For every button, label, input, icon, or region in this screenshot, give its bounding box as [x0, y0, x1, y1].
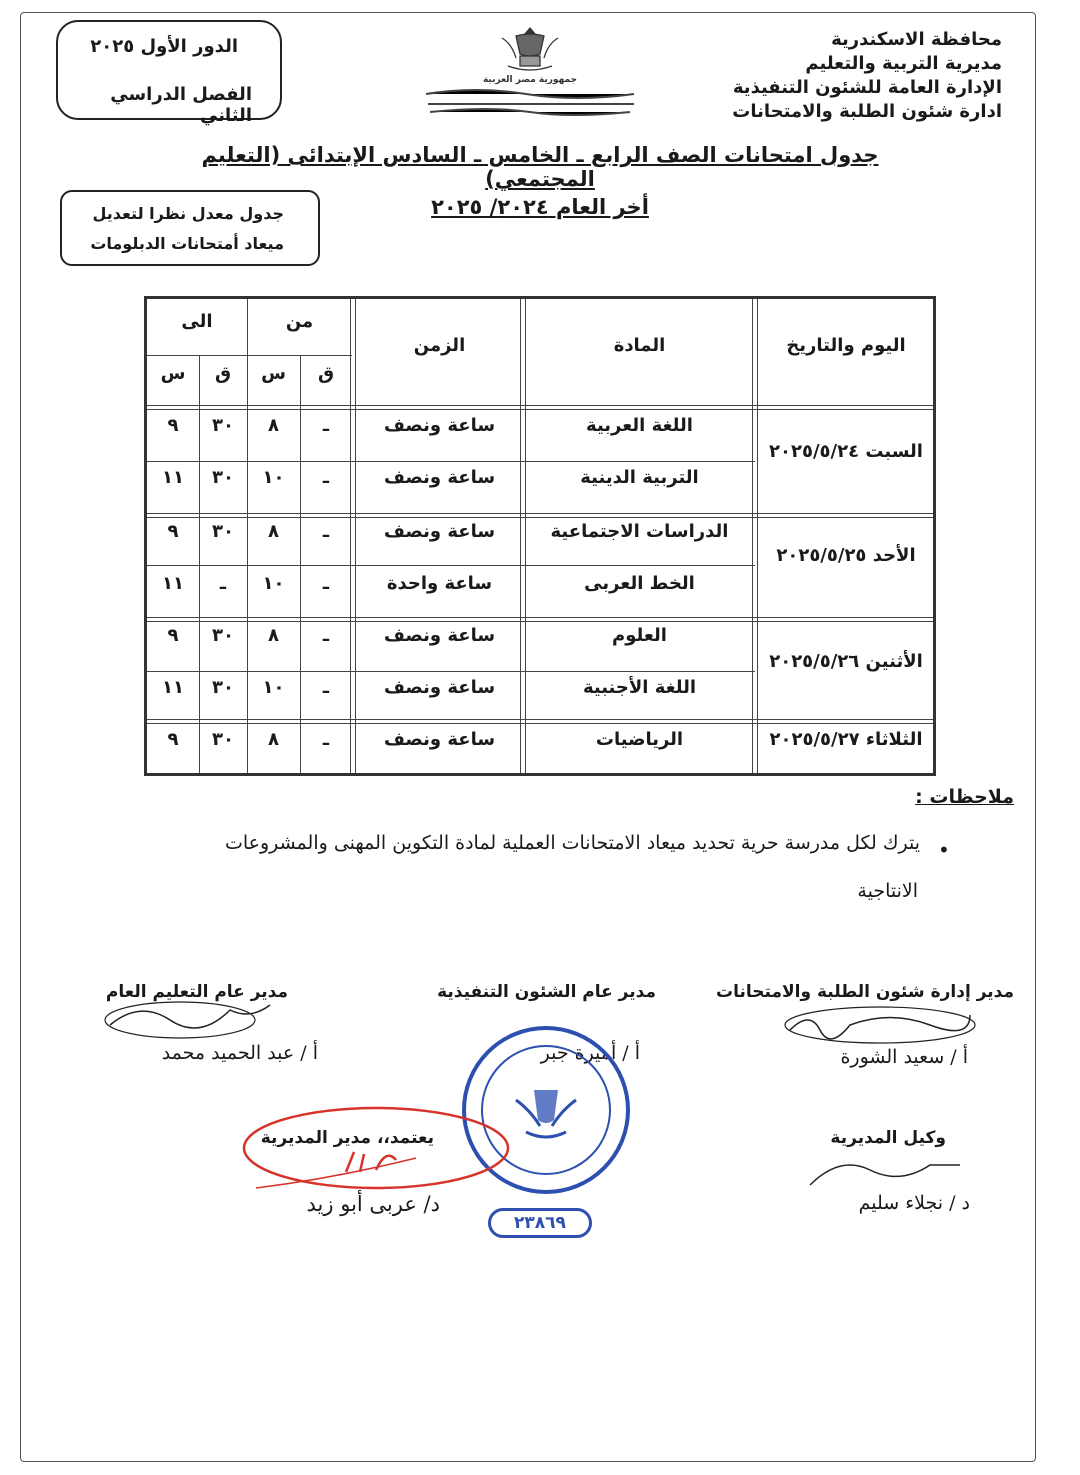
- note-text-line2: الانتاجية: [857, 880, 918, 902]
- page-title: جدول امتحانات الصف الرابع ـ الخامس ـ السادس الإبتدائى (التعليم المجتمعي): [201, 143, 879, 191]
- from-hour-cell: ٨: [268, 415, 279, 436]
- from-minute-cell: ـ: [322, 625, 330, 646]
- org-line: الإدارة العامة للشئون التنفيذية: [732, 77, 1002, 98]
- from-minute-cell: ـ: [322, 573, 330, 594]
- term-box: [56, 20, 282, 126]
- from-hour-cell: ١٠: [262, 677, 285, 698]
- header-to: الى: [181, 311, 213, 332]
- to-minute-cell: ٣٠: [212, 677, 234, 698]
- year-line: أخر العام ٢٠٢٤/ ٢٠٢٥: [431, 195, 649, 219]
- to-hour-cell: ٩: [167, 625, 179, 646]
- sig-name-executive-affairs: أ / أميرة جبر: [540, 1042, 640, 1064]
- signature-scribble-students: [780, 1000, 980, 1050]
- sig-title-director: يعتمد،، مدير المديرية: [260, 1128, 434, 1148]
- header-subject: المادة: [613, 335, 666, 356]
- header-to-minute: ق: [214, 363, 232, 384]
- header-duration: الزمن: [413, 335, 466, 356]
- day-label: الأثنين ٢٠٢٥/٥/٢٦: [769, 651, 923, 672]
- sig-title-deputy: وكيل المديرية: [830, 1128, 946, 1148]
- sig-name-director: د/ عربى أبو زيد: [306, 1192, 440, 1216]
- header-day-date: اليوم والتاريخ: [786, 335, 906, 356]
- duration-cell: ساعة ونصف: [383, 521, 496, 542]
- subject-cell: الخط العربى: [584, 573, 695, 594]
- note-text-line1: يترك لكل مدرسة حرية تحديد ميعاد الامتحانات العملية لمادة التكوين المهنى والمشروعات: [224, 832, 920, 854]
- from-minute-cell: ـ: [322, 521, 330, 542]
- director-signature-red: [236, 1100, 516, 1210]
- signature-scribble-deputy: [800, 1150, 970, 1200]
- from-minute-cell: ـ: [322, 467, 330, 488]
- from-minute-cell: ـ: [322, 415, 330, 436]
- from-hour-cell: ١٠: [262, 573, 285, 594]
- duration-cell: ساعة ونصف: [383, 415, 496, 436]
- from-hour-cell: ١٠: [262, 467, 285, 488]
- sig-title-executive-affairs: مدير عام الشئون التنفيذية: [437, 982, 656, 1002]
- notes-heading: ملاحظات :: [915, 786, 1014, 808]
- term-round: الدور الأول ٢٠٢٥: [90, 36, 238, 57]
- subject-cell: الرياضيات: [595, 729, 684, 750]
- from-minute-cell: ـ: [322, 677, 330, 698]
- signature-scribble-general: [100, 995, 280, 1045]
- to-minute-cell: ٣٠: [212, 521, 234, 542]
- duration-cell: ساعة ونصف: [383, 677, 496, 698]
- org-header: [732, 28, 1002, 124]
- to-minute-cell: ٣٠: [212, 467, 234, 488]
- duration-cell: ساعة ونصف: [383, 729, 496, 750]
- sig-name-general-education: أ / عبد الحميد محمد: [161, 1042, 318, 1064]
- to-minute-cell: ٣٠: [212, 415, 234, 436]
- bullet-icon: •: [938, 838, 950, 862]
- to-minute-cell: ـ: [219, 573, 227, 594]
- subject-cell: اللغة الأجنبية: [582, 677, 697, 698]
- header-to-hour: س: [160, 363, 186, 384]
- to-hour-cell: ١١: [162, 467, 184, 488]
- stamp-number: ٢٣٨٦٩: [488, 1208, 592, 1238]
- to-hour-cell: ٩: [167, 415, 179, 436]
- duration-cell: ساعة ونصف: [383, 467, 496, 488]
- modified-note-box: [60, 190, 320, 266]
- org-line: مديرية التربية والتعليم: [805, 53, 1002, 74]
- modified-note-line: جدول معدل نظرا لتعديل: [92, 204, 284, 223]
- egypt-emblem-icon: [416, 22, 644, 118]
- subject-cell: العلوم: [612, 625, 667, 646]
- term-semester: الفصل الدراسي الثاني: [110, 84, 252, 126]
- exam-table: [144, 296, 936, 776]
- subject-cell: التربية الدينية: [580, 467, 699, 488]
- to-hour-cell: ٩: [167, 521, 179, 542]
- to-minute-cell: ٣٠: [212, 625, 234, 646]
- subject-cell: الدراسات الاجتماعية: [550, 521, 729, 542]
- sig-name-students-affairs: أ / سعيد الشورة: [840, 1046, 968, 1068]
- org-line: محافظة الاسكندرية: [831, 29, 1002, 50]
- header-from-minute: ق: [317, 363, 335, 384]
- from-minute-cell: ـ: [322, 729, 330, 750]
- emblem-caption: جمهورية مصر العربية: [482, 75, 578, 85]
- sig-name-deputy: د / نجلاء سليم: [858, 1192, 970, 1214]
- day-label: الثلاثاء ٢٠٢٥/٥/٢٧: [769, 729, 923, 750]
- day-label: الأحد ٢٠٢٥/٥/٢٥: [776, 545, 916, 566]
- to-minute-cell: ٣٠: [212, 729, 234, 750]
- to-hour-cell: ١١: [162, 677, 184, 698]
- subject-cell: اللغة العربية: [586, 415, 693, 436]
- duration-cell: ساعة ونصف: [383, 625, 496, 646]
- from-hour-cell: ٨: [268, 521, 279, 542]
- to-hour-cell: ١١: [162, 573, 184, 594]
- org-line: ادارة شئون الطلبة والامتحانات: [732, 101, 1002, 122]
- sig-title-general-education: مدير عام التعليم العام: [105, 982, 288, 1002]
- duration-cell: ساعة واحدة: [386, 573, 493, 594]
- modified-note-line: ميعاد أمتحانات الدبلومات: [90, 234, 284, 253]
- from-hour-cell: ٨: [268, 729, 279, 750]
- header-from-hour: س: [261, 363, 286, 384]
- from-hour-cell: ٨: [268, 625, 279, 646]
- day-label: السبت ٢٠٢٥/٥/٢٤: [769, 441, 923, 462]
- to-hour-cell: ٩: [167, 729, 179, 750]
- header-from: من: [285, 311, 314, 332]
- sig-title-students-affairs: مدير إدارة شئون الطلبة والامتحانات: [716, 982, 1014, 1002]
